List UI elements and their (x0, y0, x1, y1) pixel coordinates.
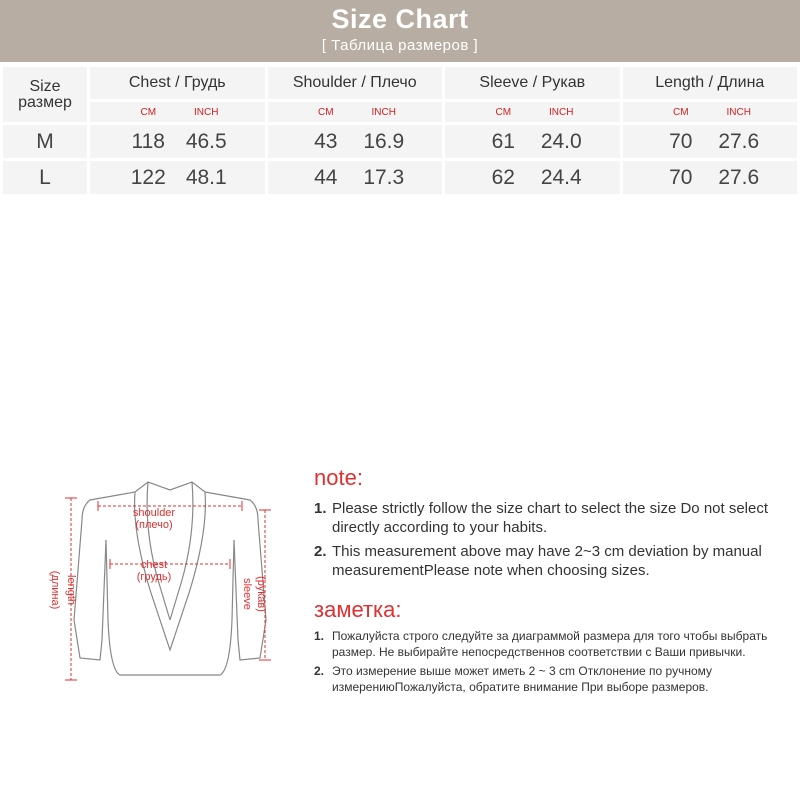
size-cell: L (3, 161, 87, 194)
value-cm: 118 (131, 129, 165, 153)
value-cell (445, 125, 620, 158)
unit-cell (623, 102, 798, 122)
size-header-line2: размер (18, 93, 72, 111)
table-row (3, 125, 797, 158)
column-header-length: Length / Длина (623, 67, 798, 99)
chest-label: chest (140, 559, 168, 571)
sleeve-label: sleeve (241, 578, 253, 610)
value-inch: 27.6 (718, 129, 760, 153)
unit-cm: CM (317, 106, 334, 118)
size-header-line1: Size (29, 77, 61, 95)
value-cm: 70 (669, 165, 693, 189)
size-cell: M (3, 125, 87, 158)
page-subtitle: [ Таблица размеров ] (321, 37, 479, 54)
list-item-text: Please strictly follow the size chart to select the size Do not select directly according to your habits. (332, 500, 769, 536)
note-title-ru: заметка: (314, 597, 402, 622)
table-unit-row (3, 102, 797, 122)
table-row (3, 161, 797, 194)
value-inch: 17.3 (363, 165, 405, 189)
value-inch: 16.9 (363, 129, 405, 153)
shoulder-label-ru: (плечо) (135, 519, 173, 531)
unit-cell (268, 102, 443, 122)
list-item-text: Это измерение выше может иметь 2 ~ 3 cm Отклонение по ручному измерениюПожалуйста, обратите внимание При выборе размеров. (332, 664, 713, 694)
sleeve-label-ru: (рукав) (255, 576, 267, 612)
value-cm: 70 (669, 129, 693, 153)
list-item (314, 542, 794, 580)
value-inch: 48.1 (185, 165, 227, 189)
value-cell (445, 161, 620, 194)
size-table (0, 64, 800, 197)
list-item-text: This measurement above may have 2~3 cm deviation by manual measurementPlease note when choosing sizes. (332, 543, 762, 579)
unit-cell (90, 102, 265, 122)
value-cm: 62 (491, 165, 515, 189)
unit-cell (445, 102, 620, 122)
value-inch: 27.6 (718, 165, 760, 189)
value-cm: 61 (491, 129, 515, 153)
value-cm: 43 (314, 129, 338, 153)
unit-inch: INCH (371, 106, 396, 118)
length-label-ru: (длина) (49, 570, 61, 610)
list-item-number: 1. (314, 500, 327, 517)
note-list-en (314, 499, 794, 585)
unit-inch: INCH (194, 106, 219, 118)
length-label: length (65, 575, 77, 605)
value-inch: 24.4 (540, 165, 582, 189)
list-item-number: 2. (314, 664, 325, 678)
shoulder-label: shoulder (132, 507, 176, 519)
list-item-text: Пожалуйста строго следуйте за диаграммой размера для того чтобы выбрать размер. Не выбирайте непосредственнов соответствии с Ваши привычки. (332, 629, 768, 659)
value-cell (268, 161, 443, 194)
chest-label-ru: (грудь) (136, 571, 172, 583)
value-inch: 46.5 (185, 129, 227, 153)
list-item (314, 499, 794, 537)
value-cell (623, 125, 798, 158)
value-cm: 122 (130, 165, 166, 189)
value-cell (268, 125, 443, 158)
unit-inch: INCH (726, 106, 751, 118)
note-list-ru (314, 629, 794, 699)
note-title-en: note: (314, 465, 363, 490)
page-title: Size Chart (331, 4, 469, 34)
value-inch: 24.0 (540, 129, 582, 153)
list-item-number: 1. (314, 629, 325, 643)
unit-cm: CM (672, 106, 689, 118)
list-item (314, 664, 794, 695)
list-item-number: 2. (314, 543, 327, 560)
list-item (314, 629, 794, 660)
unit-cm: CM (140, 106, 157, 118)
value-cell (90, 161, 265, 194)
column-header-shoulder: Shoulder / Плечо (268, 67, 443, 99)
value-cell (623, 161, 798, 194)
size-column-header (3, 67, 87, 122)
column-header-sleeve: Sleeve / Рукав (445, 67, 620, 99)
jacket-illustration (40, 470, 300, 700)
value-cell (90, 125, 265, 158)
column-header-chest: Chest / Грудь (90, 67, 265, 99)
table-header-row (3, 67, 797, 99)
unit-inch: INCH (549, 106, 574, 118)
unit-cm: CM (495, 106, 512, 118)
garment-diagram (40, 470, 300, 700)
value-cm: 44 (314, 165, 338, 189)
header-banner (0, 0, 800, 62)
